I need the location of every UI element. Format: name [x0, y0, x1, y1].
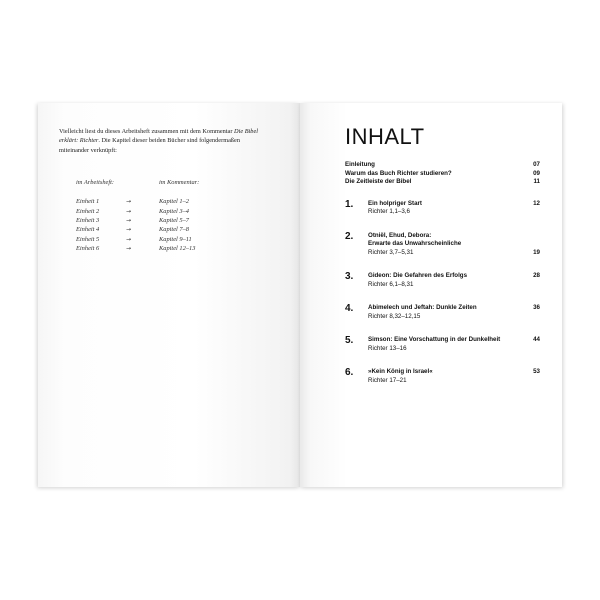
mapping-chapters: Kapitel 7–8	[159, 226, 189, 234]
mapping-chapters: Kapitel 3–4	[159, 207, 189, 215]
arrow-right-icon: →	[126, 235, 132, 243]
toc-entry-label: Einleitung	[345, 161, 375, 168]
mapping-chapters: Kapitel 9–11	[159, 235, 192, 243]
chapter-number: 1.	[345, 198, 354, 210]
arrow-right-icon: →	[126, 245, 132, 253]
chapter-title: Simson: Eine Vorschattung in der Dunkelheit	[368, 336, 501, 343]
toc-chapter	[345, 368, 540, 385]
arrow-right-icon: →	[126, 226, 132, 234]
mapping-unit: Einheit 3	[76, 216, 100, 224]
mapping-row	[76, 207, 256, 216]
mapping-chapters: Kapitel 5–7	[159, 216, 189, 224]
mapping-row	[76, 197, 256, 206]
chapter-reference: Richter 17–21	[368, 376, 407, 384]
mapping-header-workbook: im Arbeitsheft:	[76, 179, 115, 186]
chapter-number: 5.	[345, 335, 354, 346]
intro-paragraph	[59, 127, 259, 155]
commentary-title: Die Bibel erklärt: Richter	[59, 128, 258, 145]
mapping-chapters: Kapitel 1–2	[159, 198, 189, 206]
chapter-reference: Richter 3,7–5,31	[368, 248, 414, 256]
toc-entry	[345, 178, 540, 187]
chapter-number: 2.	[345, 230, 354, 242]
chapter-number: 3.	[345, 271, 354, 282]
mapping-unit: Einheit 5	[76, 235, 100, 243]
chapter-mapping-table	[76, 178, 256, 254]
chapter-subtitle: Erwarte das Unwahrscheinliche	[368, 240, 462, 247]
arrow-right-icon: →	[126, 207, 132, 215]
toc-entry-label: Die Zeitleiste der Bibel	[345, 178, 412, 185]
toc-chapter	[345, 200, 540, 217]
mapping-row	[76, 235, 256, 244]
mapping-header-commentary: im Kommentar:	[159, 179, 200, 186]
mapping-unit: Einheit 2	[76, 207, 100, 215]
mapping-unit: Einheit 4	[76, 226, 100, 234]
mapping-header-row	[76, 178, 256, 187]
intro-text-before: Vielleicht liest du dieses Arbeitsheft zusammen mit dem Kommentar	[59, 128, 235, 135]
chapter-page: 44	[533, 336, 540, 343]
mapping-row	[76, 244, 256, 253]
mapping-unit: Einheit 1	[76, 198, 100, 206]
toc-entry-page: 07	[533, 161, 540, 168]
chapter-reference: Richter 6,1–8,31	[368, 280, 414, 288]
chapter-reference: Richter 8,32–12,15	[368, 312, 421, 320]
chapter-title: Ein holpriger Start	[368, 199, 422, 207]
chapter-reference: Richter 1,1–3,6	[368, 208, 410, 215]
chapter-page: 12	[533, 199, 540, 207]
toc-chapter	[345, 272, 540, 289]
mapping-row	[76, 216, 256, 225]
right-page	[300, 103, 562, 487]
open-book	[38, 103, 562, 487]
mapping-unit: Einheit 6	[76, 245, 100, 253]
toc-entry-label: Warum das Buch Richter studieren?	[345, 169, 452, 177]
toc-chapter	[345, 232, 540, 258]
arrow-right-icon: →	[126, 216, 132, 224]
mapping-chapters: Kapitel 12–13	[159, 245, 196, 253]
mapping-row	[76, 225, 256, 234]
chapter-page: 19	[533, 248, 540, 256]
chapter-title: Abimelech und Jeftah: Dunkle Zeiten	[368, 304, 477, 311]
toc-entry-page: 09	[533, 169, 540, 177]
chapter-number: 4.	[345, 303, 354, 314]
intro-text-after: . Die Kapitel dieser beiden Bücher sind folgendermaßen miteinander verknüpft:	[59, 137, 240, 154]
chapter-page: 28	[533, 272, 540, 279]
toc-chapter	[345, 336, 540, 353]
toc-chapter	[345, 304, 540, 321]
arrow-right-icon: →	[126, 198, 132, 206]
left-page	[38, 103, 300, 487]
page-title: INHALT	[345, 124, 425, 149]
chapter-title: »Kein König in Israel«	[368, 368, 433, 375]
chapter-page: 53	[533, 368, 540, 375]
toc-entry	[345, 161, 540, 170]
chapter-page: 36	[533, 304, 540, 311]
chapter-title: Otniël, Ehud, Debora:	[368, 231, 432, 239]
chapter-reference: Richter 13–16	[368, 344, 407, 352]
toc-entry-page: 11	[533, 178, 540, 185]
toc-entry	[345, 170, 540, 179]
chapter-title: Gideon: Die Gefahren des Erfolgs	[368, 272, 468, 279]
chapter-number: 6.	[345, 367, 354, 378]
table-of-contents	[345, 125, 540, 385]
